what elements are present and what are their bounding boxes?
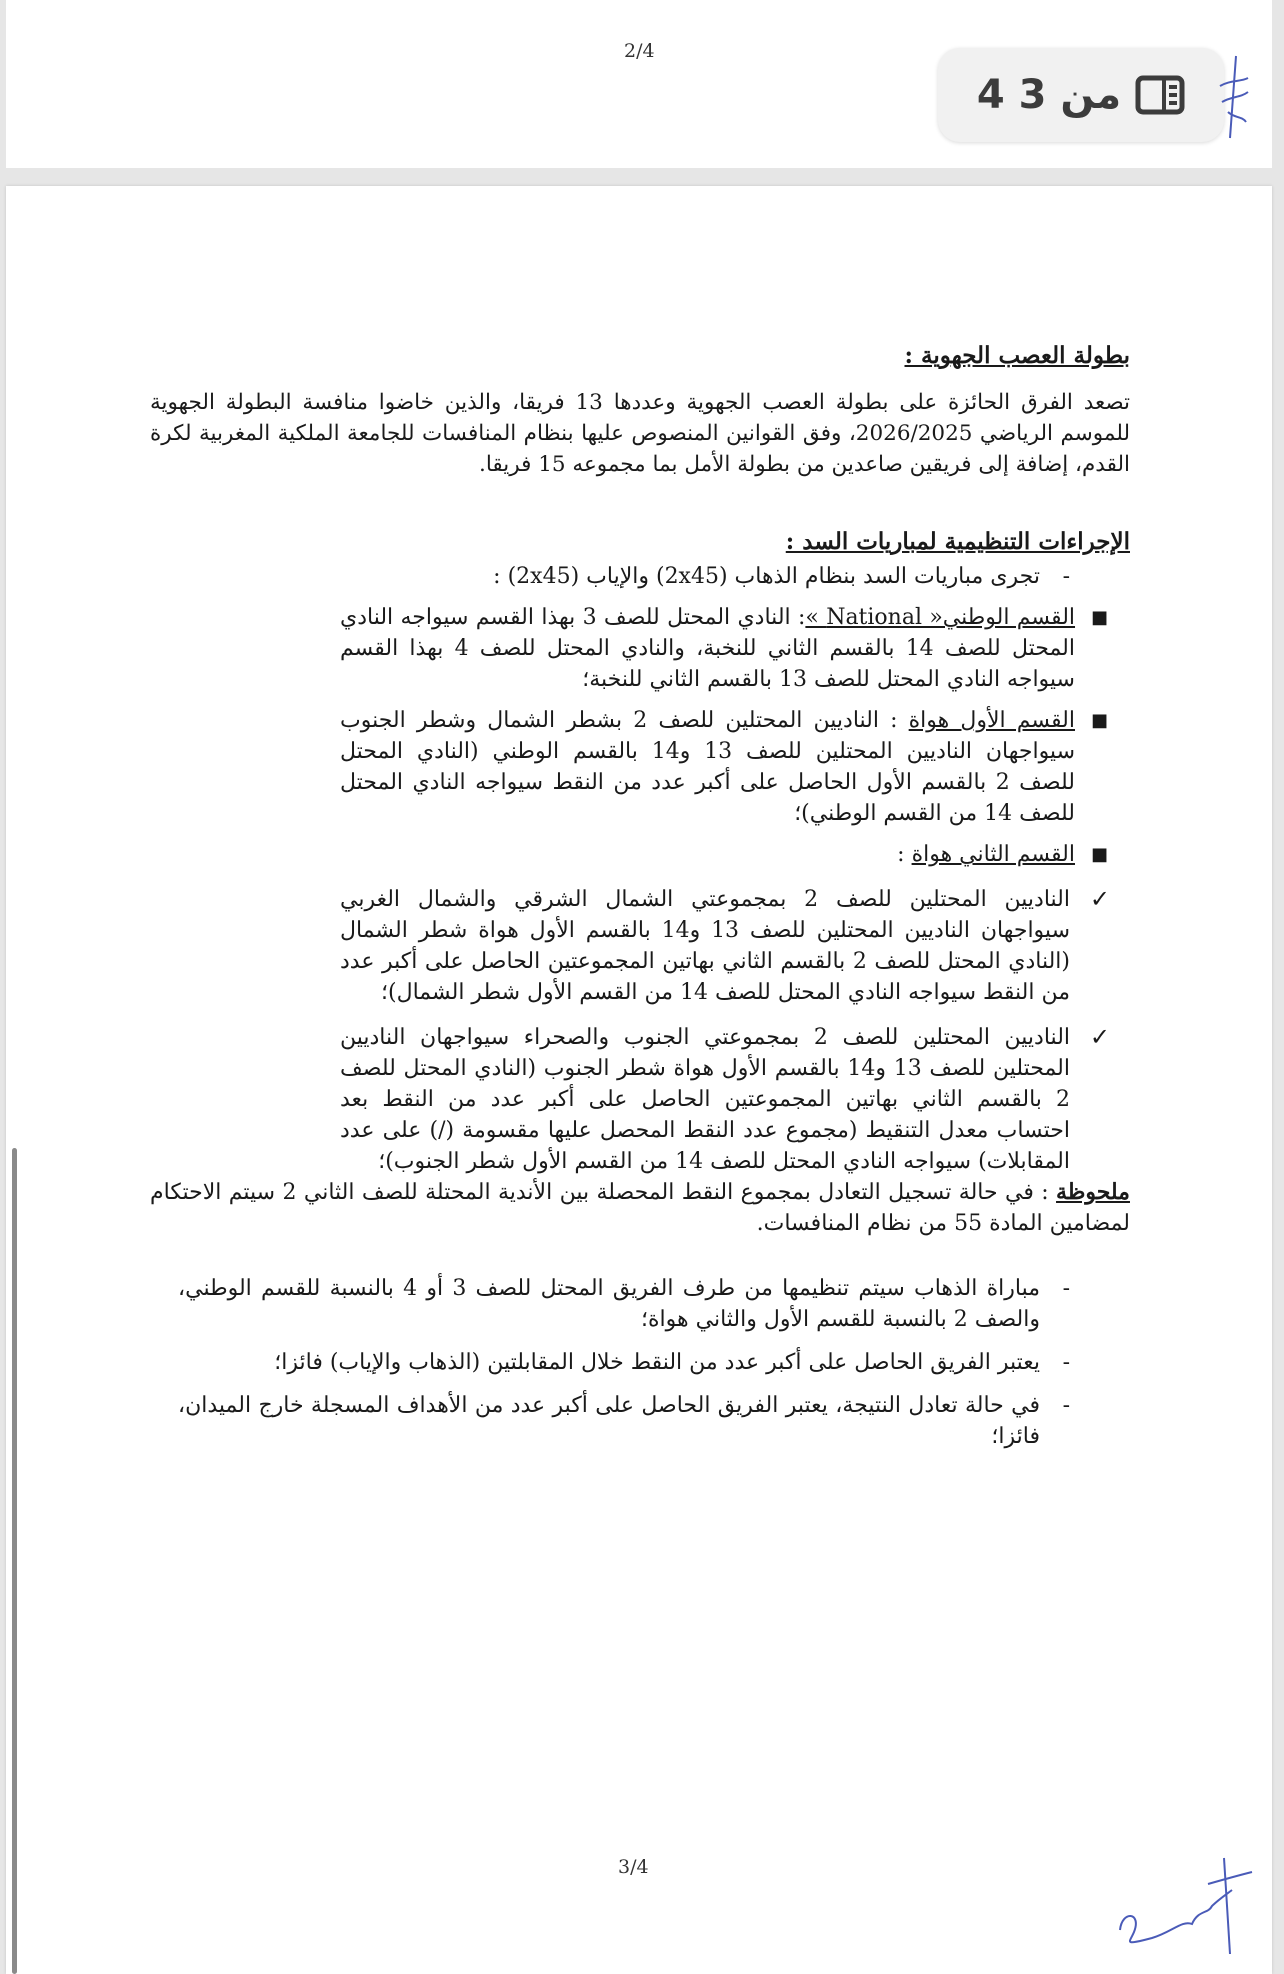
- page-view-icon: [1135, 75, 1185, 115]
- list-item: [340, 839, 1130, 870]
- checkmark-icon: ✓: [1089, 885, 1110, 913]
- check-item: [340, 1022, 1130, 1177]
- section-title: الإجراءات التنظيمية لمباريات السد :: [785, 528, 1130, 555]
- dash-text: يعتبر الفريق الحاصل على أكبر عدد من النقط خلال المقابلتين (الذهاب والإياب) فائزا؛: [274, 1350, 1040, 1375]
- check-text: الناديين المحتلين للصف 2 بمجموعتي الشمال الشرقي والشمال الغربي سيواجهان الناديين المحتلين للصف 13 و14 بالقسم الأول هواة شطر الشمال (النادي المحتل للصف 2 بالقسم الثاني بهاتين المجموعتين الحاصل على أكبر عدد من النقط سيواجه النادي المحتل للصف 14 من القسم الأول شطر الشمال)؛: [340, 887, 1071, 1005]
- note-paragraph: [150, 1177, 1130, 1239]
- checkmark-icon: ✓: [1089, 1023, 1110, 1051]
- dash-item: [178, 1390, 1130, 1452]
- dash-bullet-icon: -: [1062, 564, 1070, 589]
- check-text: الناديين المحتلين للصف 2 بمجموعتي الجنوب والصحراء سيواجهان الناديين المحتلين للصف 13 و14 بالقسم الأول هواة شطر الجنوب (النادي المحتل للصف 2 بالقسم الثاني بهاتين المجموعتين الحاصل على أكبر عدد من النقط بعد احتساب معدل التنقيط (مجموع عدد النقط المحصل عليها مقسومة (/) على عدد المقابلات) سيواجه النادي المحتل للصف 14 من القسم الأول شطر الجنوب)؛: [340, 1025, 1071, 1174]
- dash-bullet-icon: -: [1062, 1350, 1070, 1375]
- item-label: القسم الأول هواة: [908, 708, 1075, 733]
- page-indicator[interactable]: [938, 48, 1224, 142]
- dash-text: مباراة الذهاب سيتم تنظيمها من طرف الفريق المحتل للصف 3 أو 4 بالنسبة للقسم الوطني، والصف 2 بالنسبة للقسم الأول والثاني هواة؛: [178, 1276, 1040, 1332]
- scrollbar[interactable]: [12, 1148, 17, 1974]
- note-label: ملحوظة: [1056, 1179, 1130, 1205]
- list-item: [340, 705, 1130, 829]
- intro-bullet: [150, 561, 1070, 592]
- signature-mark: [1214, 52, 1254, 142]
- bullet-text: تجرى مباريات السد بنظام الذهاب (2x45) والإياب (2x45) :: [493, 564, 1040, 589]
- item-label: القسم الوطني« National »: [805, 605, 1076, 630]
- page-content: [150, 340, 1130, 1452]
- dash-text: في حالة تعادل النتيجة، يعتبر الفريق الحاصل على أكبر عدد من الأهداف المسجلة خارج الميدان، فائزا؛: [178, 1393, 1040, 1449]
- square-bullet-icon: ■: [1090, 607, 1108, 628]
- item-text: :: [897, 842, 912, 867]
- note-text: : في حالة تسجيل التعادل بمجموع النقط المحصلة بين الأندية المحتلة للصف الثاني 2 سيتم الاحتكام لمضامين المادة 55 من نظام المنافسات.: [150, 1180, 1130, 1236]
- item-text: : الناديين المحتلين للصف 2 بشطر الشمال وشطر الجنوب سيواجهان الناديين المحتلين للصف 13 و14 بالقسم الوطني (النادي المحتل للصف 2 بالقسم الأول الحاصل على أكبر عدد من النقط سيواجه النادي المحتل للصف 14 من القسم الوطني)؛: [340, 708, 1076, 826]
- page-number: 3/4: [618, 1856, 649, 1878]
- square-bullet-icon: ■: [1090, 710, 1108, 731]
- dash-bullet-icon: -: [1062, 1393, 1070, 1418]
- square-bullet-icon: ■: [1090, 844, 1108, 865]
- section-paragraph: تصعد الفرق الحائزة على بطولة العصب الجهوية وعددها 13 فريقا، والذين خاضوا منافسة البطولة الجهوية للموسم الرياضي 2026/2025، وفق القوانين المنصوص عليها بنظام المنافسات للجامعة الملكية المغربية لكرة القدم، إضافة إلى فريقين صاعدين من بطولة الأمل بما مجموعه 15 فريقا.: [150, 390, 1130, 477]
- section-title: بطولة العصب الجهوية :: [904, 342, 1130, 369]
- dash-item: [178, 1347, 1130, 1378]
- signature-mark: [1112, 1850, 1262, 1960]
- page-number: 2/4: [624, 40, 655, 62]
- check-item: [340, 884, 1130, 1008]
- item-text: : النادي المحتل للصف 3 بهذا القسم سيواجه النادي المحتل للصف 14 بالقسم الثاني للنخبة، والنادي المحتل للصف 4 بهذا القسم سيواجه النادي المحتل للصف 13 بالقسم الثاني للنخبة؛: [340, 605, 1075, 692]
- dash-item: [178, 1273, 1130, 1335]
- dash-bullet-icon: -: [1062, 1276, 1070, 1301]
- item-label: القسم الثاني هواة: [911, 842, 1075, 867]
- page-indicator-label: 4 من 3: [976, 72, 1122, 118]
- list-item: [340, 602, 1130, 695]
